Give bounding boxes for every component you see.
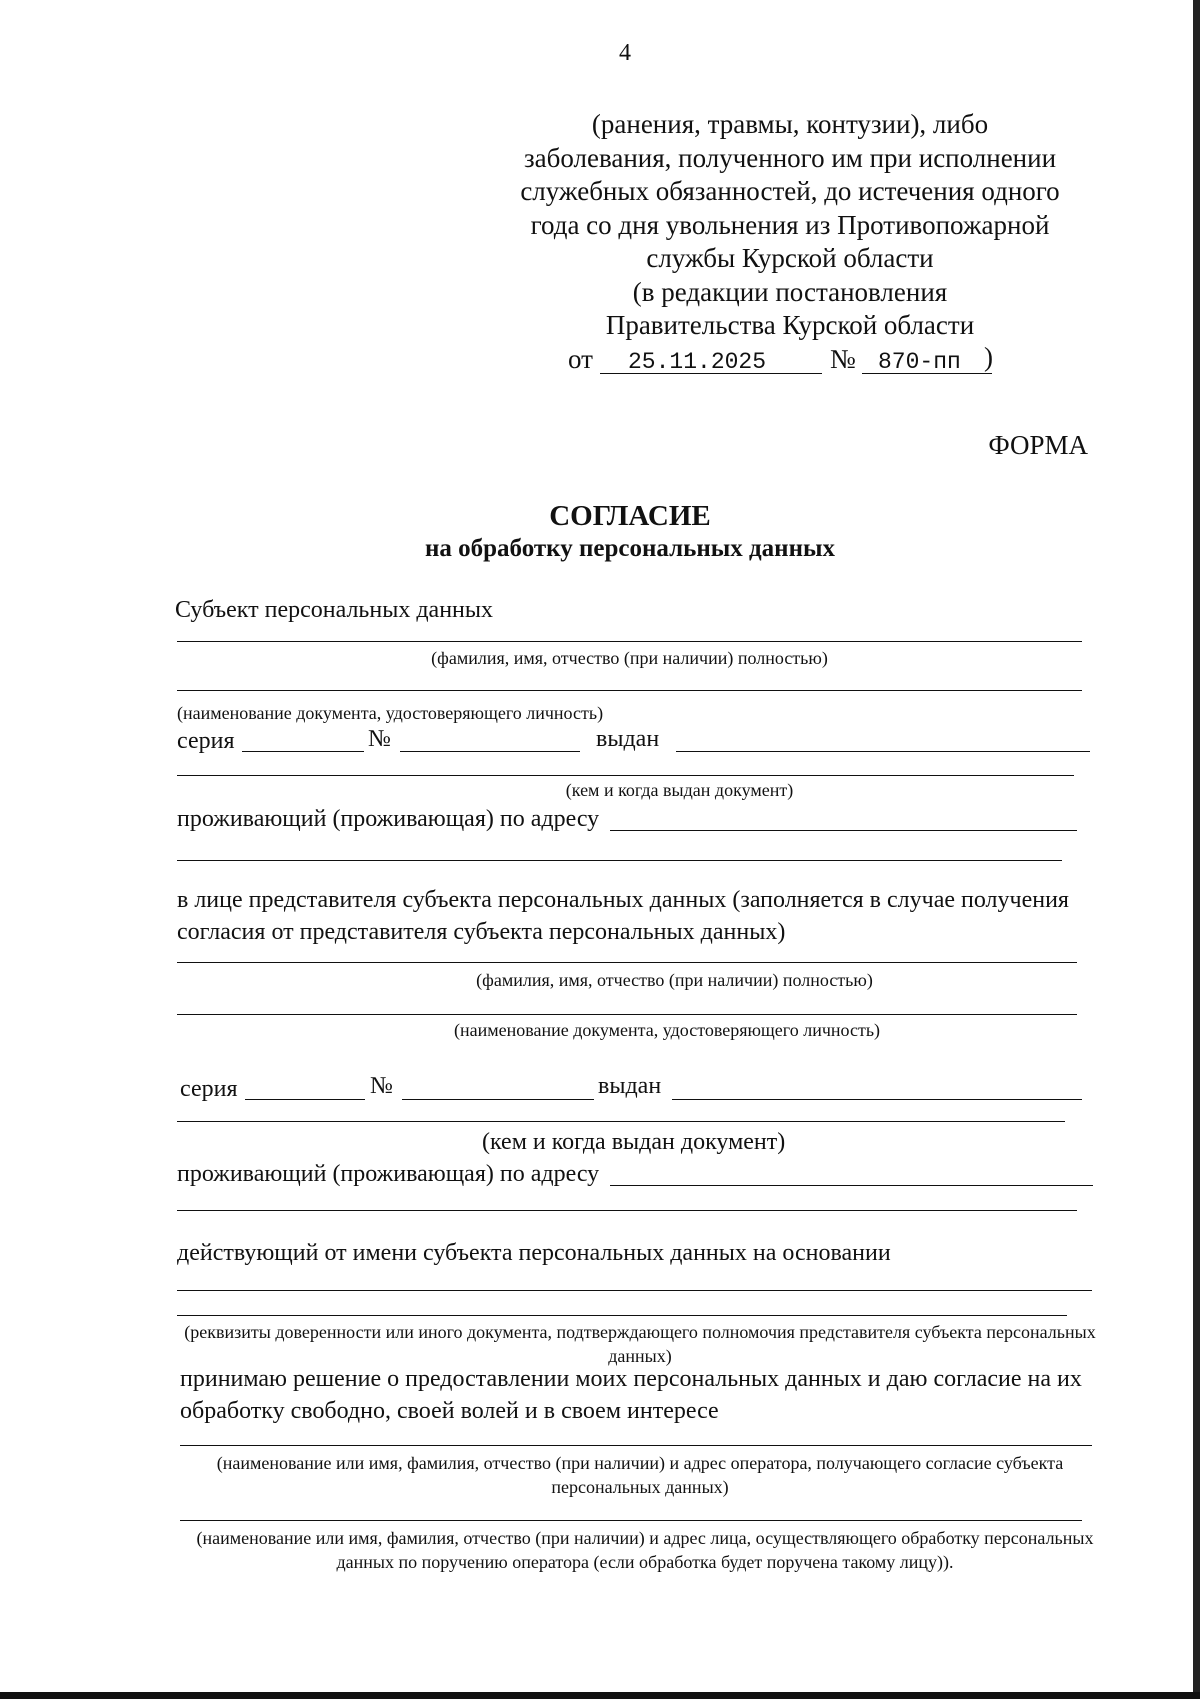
series-field[interactable] (245, 1099, 365, 1100)
subject-label: Субъект персональных данных (175, 597, 494, 623)
header-line: заболевания, полученного им при исполнении (523, 142, 1057, 173)
date-prefix: от (568, 343, 593, 374)
series-field[interactable] (242, 751, 364, 752)
header-line: года со дня увольнения из Противопожарной (530, 209, 1050, 240)
header-line: служебных обязанностей, до истечения одного (520, 176, 1060, 206)
caption-document: (наименование документа, удостоверяющего личность) (177, 703, 604, 723)
issued-label: выдан (596, 726, 660, 752)
issued-by-line[interactable] (177, 775, 1074, 776)
caption-issued-by: (кем и когда выдан документ) (482, 1129, 786, 1155)
subject-document-line[interactable] (177, 690, 1082, 691)
decision-text: принимаю решение о предоставлении моих персональных данных и даю согласие на их обработку свободно, своей волей и в своем интересе (180, 1366, 1082, 1424)
representative-document-line[interactable] (177, 1014, 1077, 1015)
number-field[interactable] (402, 1099, 594, 1100)
acting-basis-line[interactable] (177, 1290, 1092, 1291)
number-value: 870-пп (878, 348, 961, 375)
caption-fio: (фамилия, имя, отчество (при наличии) полностью) (431, 648, 828, 668)
date-line (500, 343, 1080, 377)
caption-power-of-attorney: (реквизиты доверенности или иного документа, подтверждающего полномочия представителя субъекта персональных данных) (184, 1322, 1096, 1366)
header-line: Правительства Курской области (605, 310, 975, 340)
form-label: ФОРМА (988, 430, 1088, 460)
series-label: серия (177, 728, 235, 754)
number-label: № (368, 726, 391, 752)
document-subtitle: на обработку персональных данных (425, 535, 835, 562)
header-line: (ранения, травмы, контузии), либо (591, 109, 989, 139)
subject-fio-line[interactable] (177, 641, 1082, 642)
issued-field[interactable] (676, 751, 1090, 752)
acting-label: действующий от имени субъекта персональных данных на основании (177, 1240, 891, 1266)
date-value: 25.11.2025 (628, 348, 767, 375)
caption-operator: (наименование или имя, фамилия, отчество (при наличии) и адрес оператора, получающего согласие субъекта персональных данных) (216, 1453, 1064, 1497)
number-sign: № (830, 343, 856, 374)
scan-edge-right (1193, 0, 1200, 1699)
issued-label: выдан (598, 1073, 662, 1099)
caption-issued-by: (кем и когда выдан документ) (565, 780, 794, 800)
caption-document: (наименование документа, удостоверяющего личность) (453, 1020, 881, 1040)
acting-basis-line-2[interactable] (177, 1315, 1067, 1316)
address-field[interactable] (610, 1185, 1093, 1186)
caption-fio: (фамилия, имя, отчество (при наличии) полностью) (476, 970, 873, 990)
address-field[interactable] (610, 830, 1077, 831)
number-label: № (370, 1073, 393, 1099)
operator-line[interactable] (180, 1445, 1092, 1446)
header-line: службы Курской области (646, 243, 934, 273)
address-label: проживающий (проживающая) по адресу (177, 1161, 600, 1187)
address-field-continued[interactable] (177, 1210, 1077, 1211)
page-number: 4 (619, 40, 631, 66)
representative-text: в лице представителя субъекта персональных данных (заполняется в случае получения согласия от представителя субъекта персональных данных) (177, 887, 1069, 945)
issued-by-line[interactable] (177, 1121, 1065, 1122)
closing-paren: ) (984, 341, 993, 372)
address-field-continued[interactable] (177, 860, 1062, 861)
document-title: СОГЛАСИЕ (549, 500, 711, 532)
scan-edge-bottom (0, 1692, 1200, 1699)
header-line: (в редакции постановления (632, 276, 948, 307)
representative-fio-line[interactable] (177, 962, 1077, 963)
series-label: серия (180, 1076, 238, 1102)
processor-line[interactable] (180, 1520, 1082, 1521)
header-block (500, 108, 1080, 377)
address-label: проживающий (проживающая) по адресу (177, 806, 600, 832)
caption-processor: (наименование или имя, фамилия, отчество (при наличии) и адрес лица, осуществляющего обработку персональных данных по поручению оператора (если обработка будет поручена такому лицу)). (196, 1528, 1094, 1572)
issued-field[interactable] (672, 1099, 1082, 1100)
number-field[interactable] (400, 751, 580, 752)
